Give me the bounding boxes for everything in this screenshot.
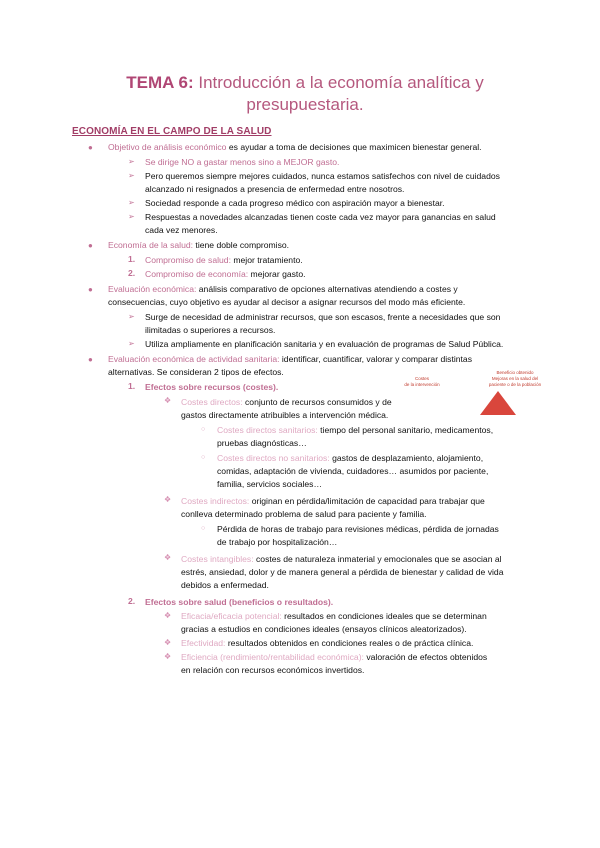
sub-point: Respuestas a novedades alcanzadas tienen coste cada vez mayor para ganancias en salud: [145, 212, 496, 222]
side-label-line: Beneficio obtenido: [496, 370, 534, 375]
term-text: tiene doble compromiso.: [193, 240, 290, 250]
term-label: Costes intangibles:: [181, 554, 254, 564]
term-label: Costes directos:: [181, 397, 243, 407]
term-label: Evaluación económica:: [108, 284, 197, 294]
efectos-recursos: Efectos sobre recursos (costes).: [145, 382, 279, 392]
circle-bullet-icon: ○: [201, 525, 206, 532]
eficacia: [181, 610, 487, 622]
diamond-bullet-icon: ❖: [164, 652, 172, 661]
title-text: Introducción a la economía analítica y: [193, 73, 484, 92]
red-triangle-shape: [480, 391, 516, 415]
bullet-icon: ●: [88, 285, 93, 294]
efectividad: [181, 637, 473, 649]
term-text: es ayudar a toma de decisiones que maximicen bienestar general.: [226, 142, 482, 152]
term-label: Costes indirectos:: [181, 496, 250, 506]
term-text: conjunto de recursos consumidos y de: [242, 397, 392, 407]
costes-directos-cont: gastos directamente atribuibles a intervención médica.: [181, 410, 389, 420]
side-label-line: Mejoras en la salud del: [491, 376, 539, 381]
circle-bullet-icon: ○: [201, 426, 206, 433]
paragraph-cont: consecuencias, cuyo objetivo es ayudar al decisor a asignar recursos del modo más eficiente.: [108, 297, 466, 307]
sub-point: Se dirige NO a gastar menos sino a MEJOR gasto.: [145, 157, 340, 167]
side-label-line: Costes: [414, 376, 429, 381]
side-label-line: de la intervención: [404, 382, 440, 387]
arrow-bullet-icon: ➢: [128, 198, 135, 207]
term-label: Evaluación económica de actividad sanitaria:: [108, 354, 280, 364]
title-bold: TEMA 6:: [126, 73, 194, 92]
side-label-line: paciente o de la población: [488, 382, 542, 387]
term-text: mejor tratamiento.: [230, 255, 303, 265]
term-label: Efectividad:: [181, 638, 226, 648]
list-number: 1.: [128, 381, 136, 391]
title-line2: presupuestaria.: [246, 95, 364, 114]
cont-line: estrés, ansiedad, dolor y de manera general a pérdida de bienestar y calidad de vida: [181, 567, 504, 577]
circle-bullet-icon: ○: [201, 454, 206, 461]
costes-indirectos: [181, 495, 485, 507]
list-number: 2.: [128, 596, 136, 606]
term-text: resultados obtenidos en condiciones reales o de práctica clínica.: [225, 638, 474, 648]
diamond-bullet-icon: ❖: [164, 495, 172, 504]
sub-point: Sociedad responde a cada progreso médico con aspiración mayor a bienestar.: [145, 198, 445, 208]
paragraph-cont: alternativas. Se consideran 2 tipos de efectos.: [108, 367, 284, 377]
bullet-icon: ●: [88, 143, 93, 152]
arrow-bullet-icon: ➢: [128, 339, 135, 348]
side-label-costes: [400, 376, 444, 388]
compromiso-economia: [145, 268, 306, 280]
eficiencia: [181, 651, 487, 663]
term-text: originan en pérdida/limitación de capacidad para trabajar que: [249, 496, 485, 506]
paragraph-economia-salud: [108, 239, 289, 251]
cont-line: conlleva determinado problema de salud para paciente y familia.: [181, 509, 427, 519]
diamond-bullet-icon: ❖: [164, 396, 172, 405]
term-label: Eficiencia (rendimiento/rentabilidad económica):: [181, 652, 364, 662]
cont-line: de trabajo por hospitalización…: [217, 537, 338, 547]
term-label: Costes directos sanitarios:: [217, 425, 318, 435]
term-text: tiempo del personal sanitario, medicamentos,: [317, 425, 494, 435]
cont-line: pruebas diagnósticas…: [217, 438, 307, 448]
sub-point: Pero queremos siempre mejores cuidados, nunca estamos satisfechos con nivel de cuidados: [145, 171, 500, 181]
list-number: 1.: [128, 254, 136, 264]
side-label-beneficio: [470, 370, 560, 388]
term-text: valoración de efectos obtenidos: [363, 652, 488, 662]
costes-intangibles: [181, 553, 502, 565]
efectos-salud: Efectos sobre salud (beneficios o resultados).: [145, 597, 334, 607]
compromiso-salud: [145, 254, 303, 266]
arrow-bullet-icon: ➢: [128, 171, 135, 180]
paragraph-evaluacion: [108, 283, 458, 295]
term-label: Objetivo de análisis económico: [108, 142, 227, 152]
term-label: Eficacia/eficacia potencial:: [181, 611, 282, 621]
list-number: 2.: [128, 268, 136, 278]
arrow-bullet-icon: ➢: [128, 312, 135, 321]
diamond-bullet-icon: ❖: [164, 611, 172, 620]
section-heading: ECONOMÍA EN EL CAMPO DE LA SALUD: [72, 126, 272, 137]
sub-point-cont: ilimitadas o superiores a recursos.: [145, 325, 276, 335]
term-label: Compromiso de salud:: [145, 255, 231, 265]
paragraph-actividad: [108, 353, 472, 365]
cont-line: comidas, adaptación de vivienda, cuidadores… asumidos por paciente,: [217, 466, 489, 476]
sub-point-cont: alcanzado ni resignados a presencia de enfermedad entre nosotros.: [145, 184, 405, 194]
paragraph-objetivo: [108, 141, 482, 153]
diamond-bullet-icon: ❖: [164, 553, 172, 562]
page-title: [110, 72, 500, 116]
costes-indirectos-ejemplo: Pérdida de horas de trabajo para revisiones médicas, pérdida de jornadas: [217, 524, 499, 534]
term-label: Economía de la salud:: [108, 240, 194, 250]
term-label: Compromiso de economía:: [145, 269, 249, 279]
bullet-icon: ●: [88, 355, 93, 364]
cont-line: en relación con recursos económicos invertidos.: [181, 665, 365, 675]
arrow-bullet-icon: ➢: [128, 157, 135, 166]
term-text: resultados en condiciones ideales que se determinan: [281, 611, 487, 621]
term-label: Costes directos no sanitarios:: [217, 453, 330, 463]
cont-line: familia, servicios sociales…: [217, 479, 323, 489]
term-text: gastos de desplazamiento, alojamiento,: [329, 453, 484, 463]
cont-line: gracias a estudios en condiciones ideales (ensayos clínicos aleatorizados).: [181, 624, 467, 634]
term-text: identificar, cuantificar, valorar y comparar distintas: [279, 354, 472, 364]
diamond-bullet-icon: ❖: [164, 638, 172, 647]
term-text: mejorar gasto.: [248, 269, 306, 279]
costes-directos: [181, 396, 392, 408]
sub-point: Utiliza ampliamente en planificación sanitaria y en evaluación de programas de Salud Pública.: [145, 339, 504, 349]
sub-point-cont: cada vez menores.: [145, 225, 218, 235]
cont-line: debidos a enfermedad.: [181, 580, 269, 590]
arrow-bullet-icon: ➢: [128, 212, 135, 221]
term-text: análisis comparativo de opciones alternativas atendiendo a costes y: [196, 284, 458, 294]
costes-directos-sanitarios: [217, 424, 493, 436]
term-text: costes de naturaleza inmaterial y emocionales que se asocian al: [253, 554, 502, 564]
bullet-icon: ●: [88, 241, 93, 250]
costes-directos-no-sanitarios: [217, 452, 483, 464]
sub-point: Surge de necesidad de administrar recursos, que son escasos, frente a necesidades que son: [145, 312, 501, 322]
